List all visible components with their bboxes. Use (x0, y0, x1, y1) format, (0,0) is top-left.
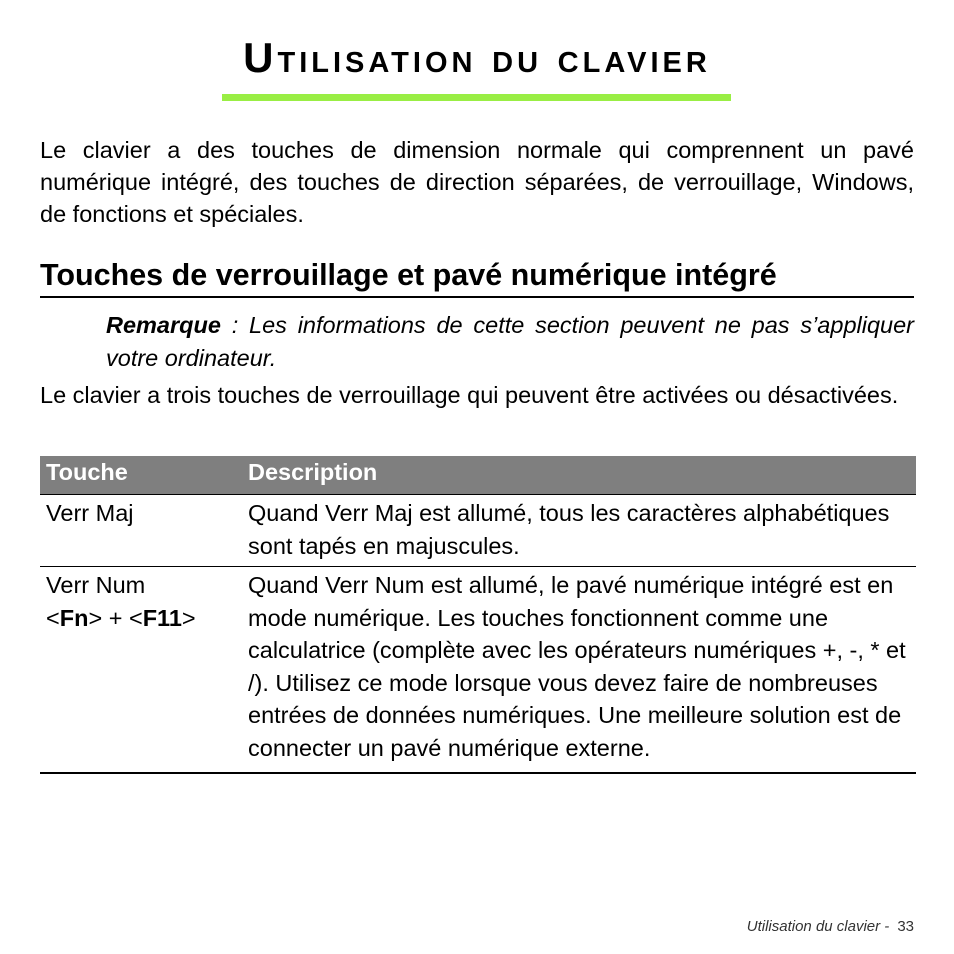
lock-keys-intro: Le clavier a trois touches de verrouillage qui peuvent être activées ou désactivées. (40, 382, 899, 408)
table-header-description: Description (242, 456, 916, 495)
table-header-row (40, 456, 916, 495)
combo-key-f11: F11 (142, 604, 182, 631)
table-cell-description: Quand Verr Maj est allumé, tous les caractères alphabétiques sont tapés en majuscules. (242, 495, 916, 567)
page-title: Utilisation du clavier (243, 34, 711, 81)
table-cell-key (40, 567, 242, 774)
table-cell-key: Verr Maj (40, 495, 242, 567)
key-name: Verr Num (46, 572, 146, 598)
note-text: : Les informations de cette section peuvent ne pas s’appliquer votre ordinateur. (106, 312, 914, 371)
table-header-key: Touche (40, 456, 242, 495)
lock-keys-table (40, 456, 916, 774)
note-label: Remarque (106, 312, 221, 338)
key-combo (46, 605, 196, 631)
intro-paragraph: Le clavier a des touches de dimension normale qui comprennent un pavé numérique intégré, des touches de direction séparées, de verrouillage, Windows, de fonctions et spéciales. (40, 137, 914, 227)
section-heading: Touches de verrouillage et pavé numérique intégré (40, 255, 914, 298)
combo-plus: > + < (88, 604, 143, 631)
page-footer (747, 918, 914, 935)
combo-key-fn: Fn (59, 604, 89, 631)
page-number: 33 (897, 918, 914, 935)
table-row (40, 567, 916, 774)
title-underline (222, 94, 731, 101)
table-cell-description: Quand Verr Num est allumé, le pavé numérique intégré est en mode numérique. Les touches fonctionnent comme une calculatrice (complète avec les opérateurs numériques +, -, * et /). Utilisez ce mode lorsque vous devez faire de nombreuses entrées de données numériques. Une meilleure solution est de connecter un pavé numérique externe. (242, 567, 916, 774)
note (106, 309, 914, 375)
table-row (40, 495, 916, 567)
combo-bracket: < (46, 604, 60, 631)
footer-label: Utilisation du clavier - (746, 918, 890, 935)
combo-bracket: > (181, 604, 196, 631)
